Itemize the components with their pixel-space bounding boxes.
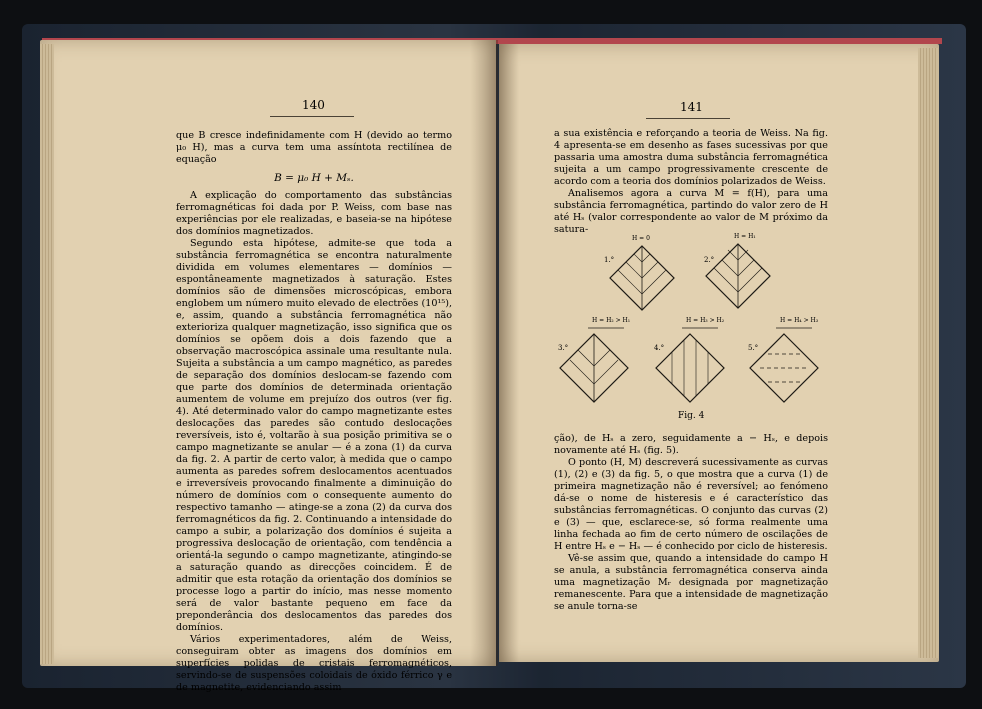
domain-figure [552, 228, 832, 423]
left-page-text [176, 130, 452, 694]
panel-number: 2.° [704, 256, 715, 264]
equation: B = μ₀ H + Mₛ. [274, 172, 354, 184]
field-label: H = H₃ > H₂ [686, 317, 725, 324]
paragraph: Vê-se assim que, quando a intensidade do campo H se anula, a substância ferromagnética conserva ainda uma magnetização Mᵣ designada por magnetização remanescente. Para que a intensidade de magnetização se anule torna-se [554, 553, 828, 612]
right-page-text-top [554, 128, 828, 236]
left-page-edges [40, 44, 54, 664]
figure-panel-5 [748, 317, 819, 402]
right-gutter-shadow [499, 44, 519, 662]
panel-number: 3.° [558, 344, 569, 352]
field-label: H = H₄ > H₃ [780, 317, 819, 324]
page-number-rule-left [270, 116, 354, 117]
figure-panel-3 [558, 317, 630, 402]
paragraph: Analisemos agora a curva M = f(H), para uma substância ferromagnética, partindo do valor zero de H até Hₛ (valor correspondente ao valor de M próximo da satura- [554, 188, 828, 235]
panel-number: 5.° [748, 344, 759, 352]
paragraph: que B cresce indefinidamente com H (devido ao termo μ₀ H), mas a curva tem uma assíntota rectilínea de equação [176, 130, 452, 165]
figure-panel-2 [704, 233, 770, 308]
paragraph: ção), de Hₛ a zero, seguidamente a − Hₛ, e depois novamente até Hₛ (fig. 5). [554, 433, 828, 456]
paragraph: Segundo esta hipótese, admite-se que toda a substância ferromagnética se encontra naturalmente dividida em volumes elementares — domínios — espontâneamente magnetizados à saturação. Estes domínios são de dimensões microscópicas, embora englobem um número muito elevado de electrões (10¹⁵), e, assim, quando a substância ferromagnética não exterioriza qualquer magnetização, isso significa que os domínios se opõem dois a dois fazendo que a observação macroscópica assinale uma resultante nula. Sujeita a substância a um campo magnético, as paredes de separação dos domínios deslocam-se fazendo com que parte dos domínios de determinada orientação aumentem de volume em prejuízo dos outros (ver fig. 4). Até determinado valor do campo magnetizante estes deslocações das paredes são contudo deslocações reversíveis, isto é, voltarão à sua posição primitiva se o campo magnetizante se anular — é a zona (1) da curva da fig. 2. A partir de certo valor, à medida que o campo aumenta as paredes sofrem deslocamentos acentuados e irreversíveis provocando finalmente a diminuição do número de domínios com o consequente aumento do respectivo tamanho — atinge-se a zona (2) da curva dos ferromagnéticos da fig. 2. Continuando a intensidade do campo a subir, a polarização dos domínios é sujeita a progressiva deslocação de orientação, com tendência a orientá-la segundo o campo magnetizante, atingindo-se a saturação quando as direcções coincidem. É de admitir que esta rotação da orientação dos domínios se processe logo a partir do início, mas nesse momento será de valor bastante pequeno em face da preponderância dos deslocamentos das paredes dos domínios. [176, 238, 452, 633]
field-label: H = H₁ [734, 233, 756, 240]
page-number-left: 140 [302, 98, 325, 112]
paragraph: a sua existência e reforçando a teoria de Weiss. Na fig. 4 apresenta-se em desenho as fases sucessivas por que passaria uma amostra duma substância ferromagnética sujeita a um campo progressivamente crescente de acordo com a teoria dos domínios polarizados de Weiss. [554, 128, 828, 187]
right-page-text-bottom [554, 433, 828, 613]
figure-caption: Fig. 4 [678, 411, 705, 421]
page-number-right: 141 [680, 100, 703, 114]
page-number-rule-right [646, 118, 730, 119]
paragraph: A explicação do comportamento das substâncias ferromagnéticas foi dada por P. Weiss, com base nas experiências por ele realizadas, e baseia-se na hipótese dos domínios magnetizados. [176, 190, 452, 237]
panel-number: 1.° [604, 256, 615, 264]
field-label: H = H₂ > H₁ [592, 317, 631, 324]
right-page-edges [918, 48, 938, 658]
figure-panel-4 [654, 317, 725, 402]
paragraph: O ponto (H, M) descreverá sucessivamente as curvas (1), (2) e (3) da fig. 5, o que mostra que a curva (1) de primeira magnetização não é reversível; ao fenómeno dá-se o nome de histeresis e é característico das substâncias ferromagnéticas. O conjunto das curvas (2) e (3) — que, esclarece-se, só forma realmente uma linha fechada ao fim de certo número de oscilações de H entre Hₛ e − Hₛ — é conhecido por ciclo de histeresis. [554, 457, 828, 552]
panel-number: 4.° [654, 344, 665, 352]
figure-panel-1 [604, 235, 674, 310]
field-label: H = 0 [632, 235, 650, 242]
paragraph: Vários experimentadores, além de Weiss, conseguiram obter as imagens dos domínios em superfícies polidas de cristais ferromagnéticos, servindo-se de suspensões coloidais de óxido férrico γ e de magnetite, evidenciando assim [176, 634, 452, 693]
left-gutter-shadow [470, 40, 498, 666]
